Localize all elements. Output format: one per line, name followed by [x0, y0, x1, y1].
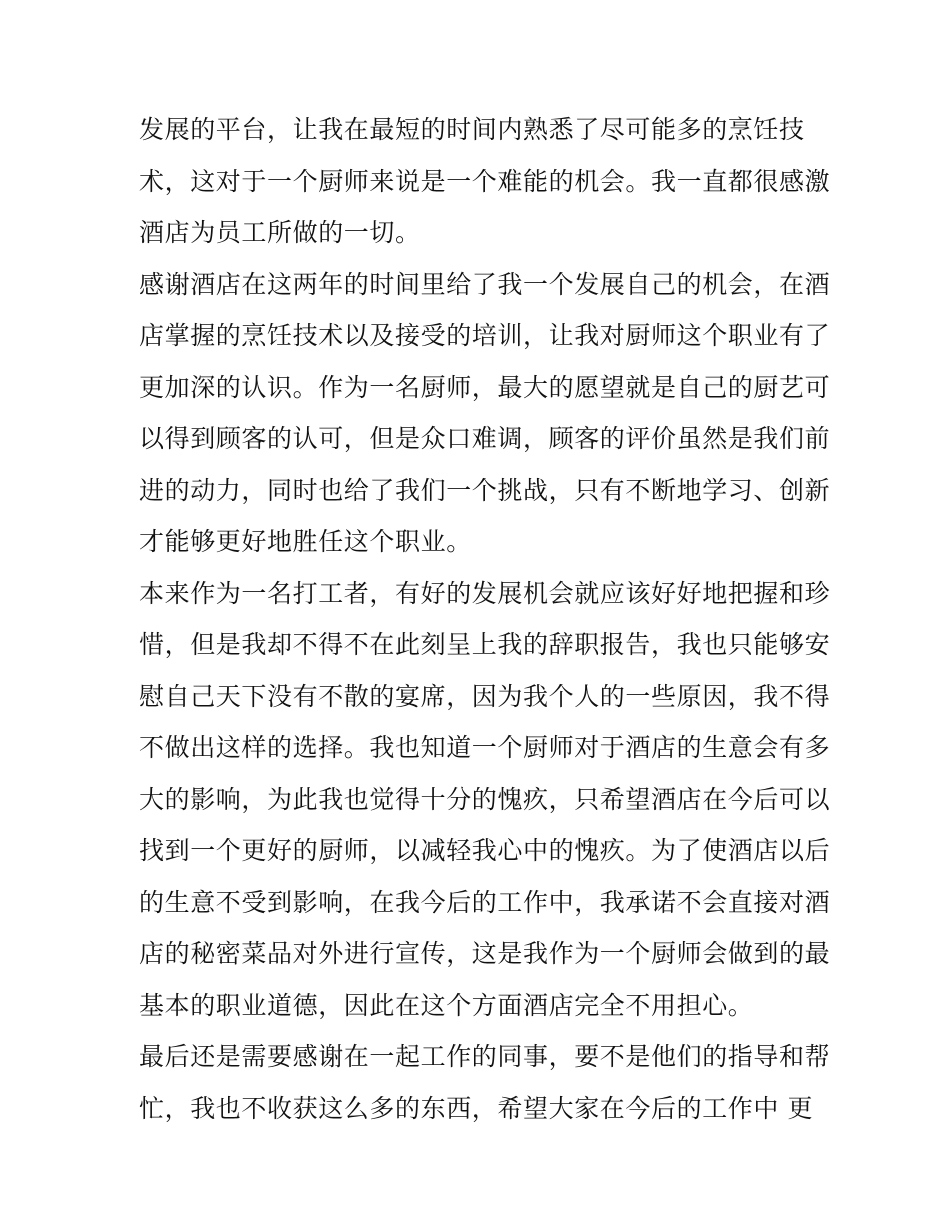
text-line: 本来作为一名打工者，有好的发展机会就应该好好地把握和珍 — [139, 578, 831, 608]
text-line: 店掌握的烹饪技术以及接受的培训，让我对厨师这个职业有了 — [139, 321, 831, 350]
document-body — [139, 104, 831, 1134]
text-line: 才能够更好地胜任这个职业。 — [139, 527, 472, 556]
text-line: 最后还是需要感谢在一起工作的同事，要不是他们的指导和帮 — [139, 1042, 831, 1071]
text-line: 以得到顾客的认可，但是众口难调，顾客的评价虽然是我们前 — [139, 424, 831, 453]
text-line: 慰自己天下没有不散的宴席，因为我个人的一些原因，我不得 — [139, 681, 831, 711]
text-line: 进的动力，同时也给了我们一个挑战，只有不断地学习、创新 — [139, 475, 831, 505]
text-line: 大的影响，为此我也觉得十分的愧疚，只希望酒店在今后可以 — [139, 784, 831, 814]
text-line: 惜，但是我却不得不在此刻呈上我的辞职报告，我也只能够安 — [139, 630, 831, 659]
text-line: 更加深的认识。作为一名厨师，最大的愿望就是自己的厨艺可 — [139, 372, 831, 402]
text-line: 发展的平台，让我在最短的时间内熟悉了尽可能多的烹饪技 — [139, 115, 805, 144]
text-line: 酒店为员工所做的一切。 — [139, 218, 421, 247]
text-line: 找到一个更好的厨师，以减轻我心中的愧疚。为了使酒店以后 — [139, 836, 831, 865]
text-line: 基本的职业道德，因此在这个方面酒店完全不用担心。 — [139, 990, 754, 1020]
text-line: 不做出这样的选择。我也知道一个厨师对于酒店的生意会有多 — [139, 733, 831, 762]
text-line: 的生意不受到影响，在我今后的工作中，我承诺不会直接对酒 — [139, 887, 831, 917]
text-line: 忙，我也不收获这么多的东西，希望大家在今后的工作中 更 — [139, 1093, 814, 1123]
text-line: 术，这对于一个厨师来说是一个难能的机会。我一直都很感激 — [139, 166, 831, 196]
text-line: 感谢酒店在这两年的时间里给了我一个发展自己的机会，在酒 — [139, 269, 831, 299]
text-line: 店的秘密菜品对外进行宣传，这是我作为一个厨师会做到的最 — [139, 939, 831, 968]
